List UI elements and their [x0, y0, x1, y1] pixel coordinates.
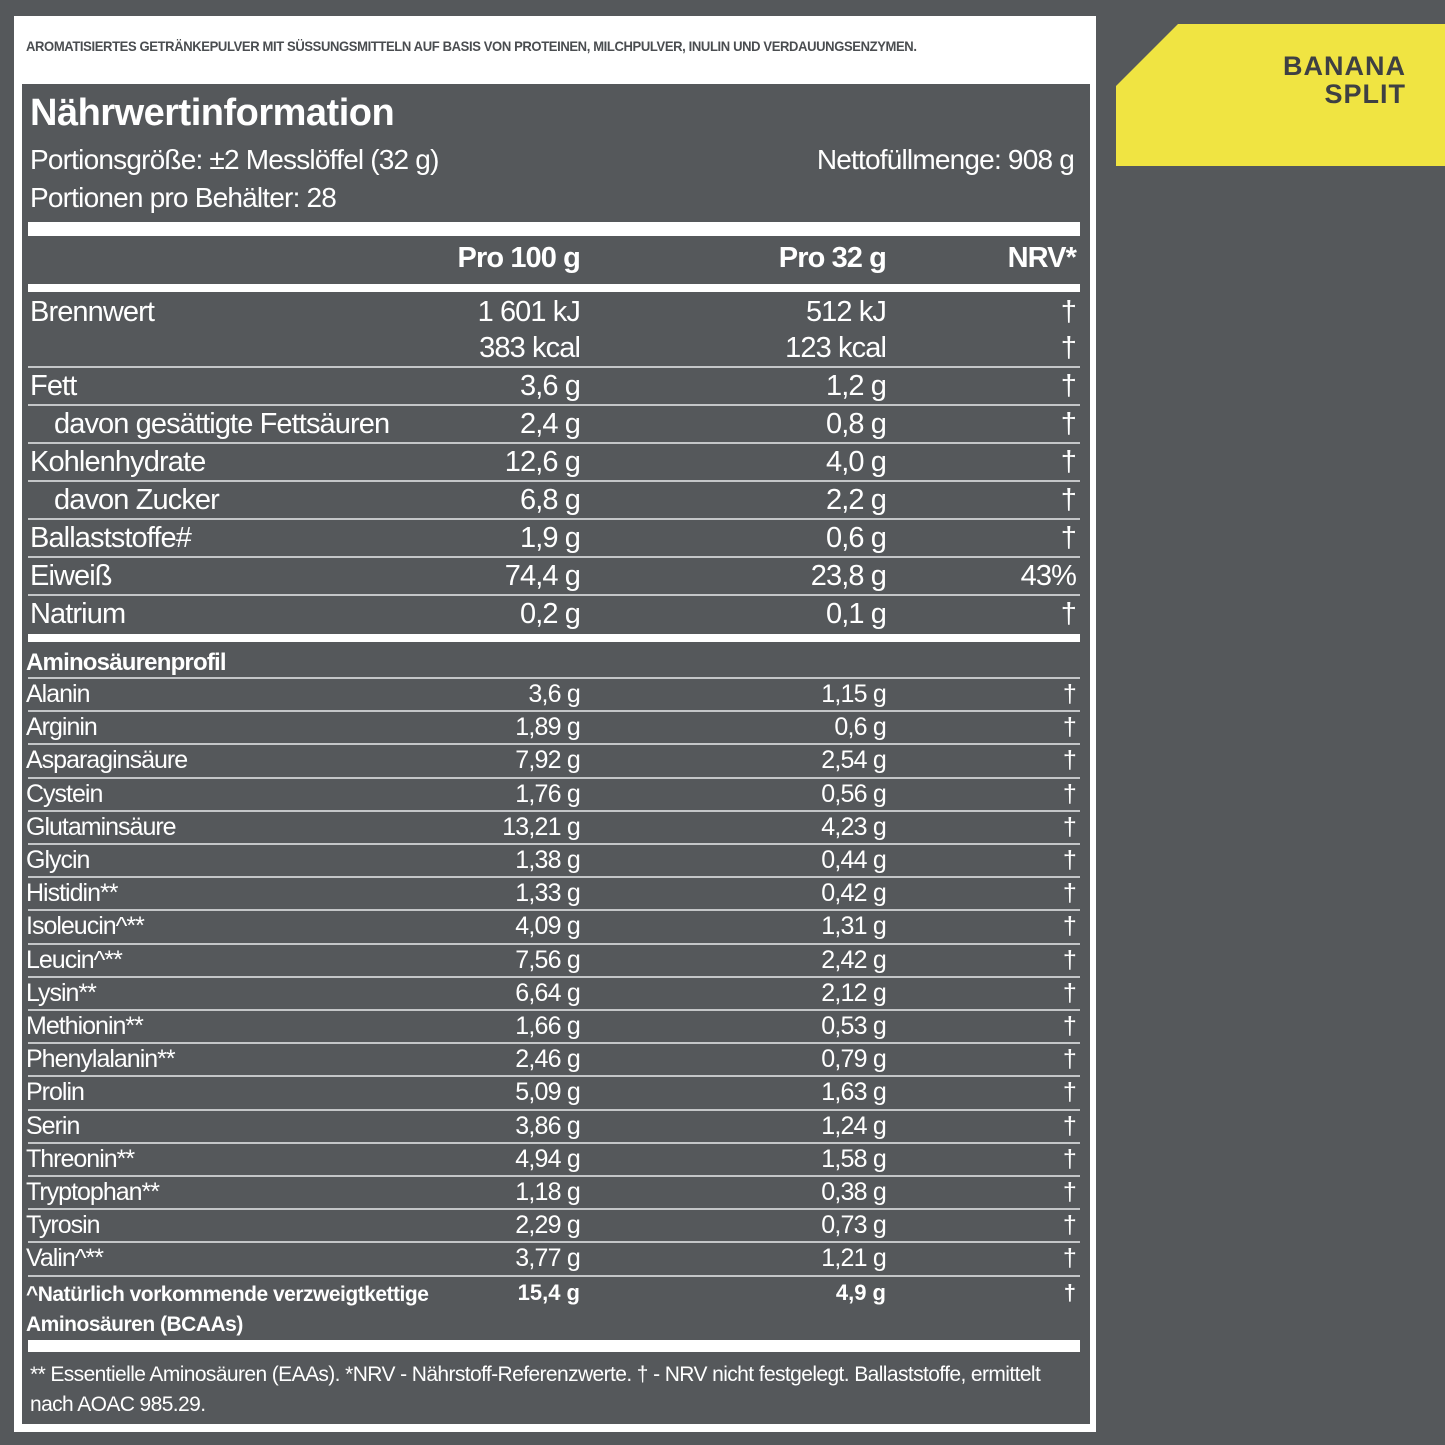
- amino-name: Isoleucin^**: [26, 912, 144, 940]
- amino-name: Glutaminsäure: [26, 813, 176, 841]
- row-divider: [28, 1275, 1080, 1277]
- footnote: ** Essentielle Aminosäuren (EAAs). *NRV - Nährstoff-Referenzwerte. † - NRV nicht festgelegt. Ballaststoffe, ermittelt nach AOAC 985.29.: [30, 1363, 1041, 1416]
- value-nrv: †: [1060, 598, 1076, 630]
- bcaa-per32: 4,9 g: [835, 1280, 886, 1305]
- column-per32: Pro 32 g: [778, 242, 886, 274]
- value-per100: 3,77 g: [515, 1244, 580, 1272]
- column-nrv: NRV*: [1007, 242, 1076, 274]
- value-per100: 1,9 g: [520, 522, 580, 554]
- divider-medium: [28, 634, 1080, 642]
- value-per100: 1,33 g: [515, 879, 580, 907]
- bcaa-label: ^Natürlich vorkommende verzweigtkettige Aminosäuren (BCAAs): [26, 1283, 429, 1336]
- value-per32: 1,15 g: [821, 680, 886, 708]
- row-divider: [28, 777, 1080, 779]
- value-per100: 1,89 g: [515, 713, 580, 741]
- amino-name: Alanin: [26, 680, 90, 708]
- amino-title: Aminosäurenprofil: [26, 649, 226, 676]
- value-per100: 5,09 g: [515, 1078, 580, 1106]
- nutrition-row: [22, 522, 1090, 558]
- value-nrv: †: [1062, 1112, 1076, 1140]
- row-divider: [28, 1075, 1080, 1077]
- value-per32: 0,53 g: [821, 1012, 886, 1040]
- row-divider: [28, 1042, 1080, 1044]
- value-per32: 0,73 g: [821, 1211, 886, 1239]
- row-divider: [28, 876, 1080, 878]
- value-nrv: †: [1062, 746, 1076, 774]
- amino-name: Tyrosin: [26, 1211, 100, 1239]
- value-per32: 512 kJ: [805, 296, 886, 328]
- value-nrv: †: [1062, 713, 1076, 741]
- value-per100: 2,46 g: [515, 1045, 580, 1073]
- value-nrv: †: [1060, 484, 1076, 516]
- value-per32: 0,8 g: [826, 408, 886, 440]
- amino-name: Arginin: [26, 713, 97, 741]
- nutrient-name: Kohlenhydrate: [30, 446, 206, 478]
- row-divider: [28, 909, 1080, 911]
- divider-medium: [28, 284, 1080, 292]
- nutrient-name: Natrium: [30, 598, 126, 630]
- value-nrv: †: [1060, 522, 1076, 554]
- row-divider: [28, 480, 1080, 482]
- nutrient-name: davon Zucker: [54, 484, 219, 516]
- flavor-badge-corner: [1116, 24, 1178, 86]
- nutrition-row: [22, 370, 1090, 406]
- value-per32: 0,6 g: [826, 522, 886, 554]
- value-per100: 4,94 g: [515, 1145, 580, 1173]
- amino-name: Serin: [26, 1112, 80, 1140]
- flavor-line-1: BANANA: [1283, 51, 1406, 81]
- value-per100: 1,66 g: [515, 1012, 580, 1040]
- serving-size: Portionsgröße: ±2 Messlöffel (32 g): [30, 144, 439, 175]
- servings-per-container: Portionen pro Behälter: 28: [30, 182, 337, 213]
- value-nrv: †: [1062, 912, 1076, 940]
- value-per100: 4,09 g: [515, 912, 580, 940]
- amino-name: Threonin**: [26, 1145, 135, 1173]
- value-per32: 0,6 g: [834, 713, 886, 741]
- value-per32: 0,79 g: [821, 1045, 886, 1073]
- nutrient-name: Eiweiß: [30, 560, 112, 592]
- value-per100: 383 kcal: [479, 332, 580, 364]
- amino-name: Tryptophan**: [26, 1178, 159, 1206]
- amino-name: Valin^**: [26, 1244, 103, 1272]
- amino-name: Histidin**: [26, 879, 118, 907]
- value-per100: 3,6 g: [528, 680, 580, 708]
- nutrient-name: Ballaststoffe#: [30, 522, 191, 554]
- value-nrv: †: [1060, 332, 1076, 364]
- value-per32: 1,31 g: [821, 912, 886, 940]
- value-nrv: †: [1062, 1244, 1076, 1272]
- value-per100: 3,6 g: [520, 370, 580, 402]
- value-per32: 1,63 g: [821, 1078, 886, 1106]
- row-divider: [28, 1175, 1080, 1177]
- value-nrv: †: [1062, 879, 1076, 907]
- value-per32: 2,12 g: [821, 979, 886, 1007]
- row-divider: [28, 404, 1080, 406]
- nutrition-panel: [22, 84, 1090, 1424]
- nutrient-name: Fett: [30, 370, 77, 402]
- net-weight: Nettofüllmenge: 908 g: [816, 144, 1074, 175]
- row-divider: [28, 810, 1080, 812]
- value-per100: 13,21 g: [502, 813, 580, 841]
- column-per100: Pro 100 g: [457, 242, 580, 274]
- row-divider: [28, 1208, 1080, 1210]
- value-per32: 1,58 g: [821, 1145, 886, 1173]
- amino-name: Phenylalanin**: [26, 1045, 175, 1073]
- divider-thick: [28, 1340, 1080, 1352]
- row-divider: [28, 556, 1080, 558]
- value-nrv: †: [1062, 1178, 1076, 1206]
- column-header-row: [22, 242, 1090, 278]
- value-per100: 6,64 g: [515, 979, 580, 1007]
- value-per32: 0,42 g: [821, 879, 886, 907]
- row-divider: [28, 677, 1080, 679]
- value-nrv: †: [1060, 296, 1076, 328]
- flavor-name: [1283, 52, 1406, 108]
- row-divider: [28, 366, 1080, 368]
- value-per100: 7,92 g: [515, 746, 580, 774]
- nutrition-row: [22, 296, 1090, 332]
- value-nrv: †: [1062, 1045, 1076, 1073]
- value-per32: 2,2 g: [826, 484, 886, 516]
- product-description: AROMATISIERTES GETRÄNKEPULVER MIT SÜSSUNGSMITTELN AUF BASIS VON PROTEINEN, MILCHPULVER, INULIN UND VERDAUUNGSENZYMEN.: [26, 38, 917, 54]
- value-per100: 2,4 g: [520, 408, 580, 440]
- value-per100: 6,8 g: [520, 484, 580, 516]
- value-nrv: †: [1060, 408, 1076, 440]
- amino-name: Prolin: [26, 1078, 84, 1106]
- value-per32: 0,56 g: [821, 780, 886, 808]
- row-divider: [28, 1109, 1080, 1111]
- amino-name: Cystein: [26, 780, 103, 808]
- value-per32: 2,42 g: [821, 946, 886, 974]
- value-per100: 1 601 kJ: [477, 296, 580, 328]
- value-per32: 23,8 g: [810, 560, 886, 592]
- value-per32: 4,23 g: [821, 813, 886, 841]
- nutrition-row: [22, 560, 1090, 596]
- value-per100: 1,38 g: [515, 846, 580, 874]
- value-per32: 0,1 g: [826, 598, 886, 630]
- value-nrv: †: [1062, 946, 1076, 974]
- amino-name: Methionin**: [26, 1012, 143, 1040]
- value-per32: 4,0 g: [826, 446, 886, 478]
- value-per100: 0,2 g: [520, 598, 580, 630]
- value-nrv: †: [1062, 1145, 1076, 1173]
- row-divider: [28, 843, 1080, 845]
- flavor-line-2: SPLIT: [1324, 79, 1406, 109]
- row-divider: [28, 710, 1080, 712]
- value-nrv: †: [1060, 370, 1076, 402]
- value-per100: 74,4 g: [504, 560, 580, 592]
- row-divider: [28, 1009, 1080, 1011]
- row-divider: [28, 743, 1080, 745]
- nutrient-name: davon gesättigte Fettsäuren: [54, 408, 390, 440]
- row-divider: [28, 943, 1080, 945]
- value-per32: 1,24 g: [821, 1112, 886, 1140]
- row-divider: [28, 1142, 1080, 1144]
- value-nrv: †: [1062, 1078, 1076, 1106]
- nutrition-row: [22, 446, 1090, 482]
- row-divider: [28, 1241, 1080, 1243]
- nutrition-row: [22, 598, 1090, 634]
- row-divider: [28, 518, 1080, 520]
- value-nrv: †: [1062, 979, 1076, 1007]
- value-per100: 7,56 g: [515, 946, 580, 974]
- bcaa-per100: 15,4 g: [517, 1280, 580, 1305]
- row-divider: [28, 594, 1080, 596]
- value-nrv: †: [1062, 1211, 1076, 1239]
- value-nrv: †: [1062, 813, 1076, 841]
- value-per32: 123 kcal: [785, 332, 886, 364]
- divider-thick: [28, 222, 1080, 236]
- value-per32: 2,54 g: [821, 746, 886, 774]
- value-nrv: †: [1060, 446, 1076, 478]
- amino-name: Leucin^**: [26, 946, 122, 974]
- nutrition-row: [22, 332, 1090, 368]
- value-per32: 1,21 g: [821, 1244, 886, 1272]
- value-nrv: 43%: [1020, 560, 1076, 592]
- value-per32: 0,38 g: [821, 1178, 886, 1206]
- value-per100: 3,86 g: [515, 1112, 580, 1140]
- bcaa-nrv: †: [1063, 1280, 1076, 1305]
- value-per32: 1,2 g: [826, 370, 886, 402]
- value-nrv: †: [1062, 680, 1076, 708]
- row-divider: [28, 976, 1080, 978]
- value-per100: 2,29 g: [515, 1211, 580, 1239]
- nutrient-name: Brennwert: [30, 296, 155, 328]
- amino-name: Lysin**: [26, 979, 96, 1007]
- value-per100: 1,76 g: [515, 780, 580, 808]
- value-nrv: †: [1062, 780, 1076, 808]
- value-nrv: †: [1062, 1012, 1076, 1040]
- row-divider: [28, 442, 1080, 444]
- nutrition-title: Nährwertinformation: [30, 92, 395, 134]
- value-per32: 0,44 g: [821, 846, 886, 874]
- value-per100: 12,6 g: [504, 446, 580, 478]
- value-per100: 1,18 g: [515, 1178, 580, 1206]
- amino-name: Glycin: [26, 846, 90, 874]
- nutrition-row: [22, 484, 1090, 520]
- value-nrv: †: [1062, 846, 1076, 874]
- nutrition-row: [22, 408, 1090, 444]
- amino-name: Asparaginsäure: [26, 746, 188, 774]
